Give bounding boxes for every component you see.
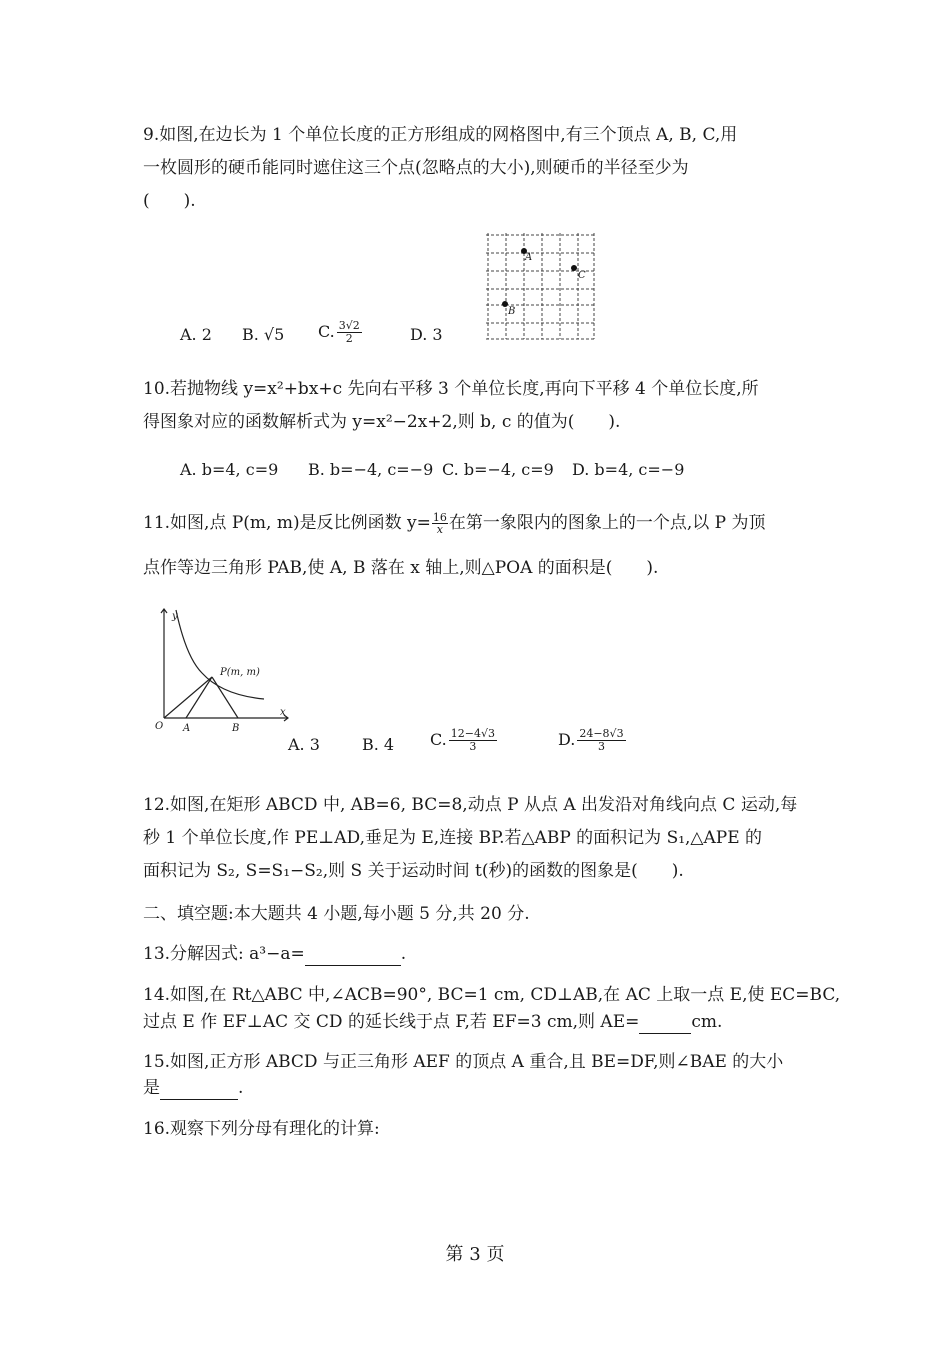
q11-option-c: C. $\frac{12-4√3}{3}$ [430, 727, 495, 753]
q13-answer-blank [305, 943, 401, 966]
q11-label-o: O [155, 721, 164, 732]
q11-label-b: B [232, 723, 240, 734]
q11-segment-pb [212, 677, 238, 718]
q12-line-1: 12.如图,在矩形 ABCD 中, AB=6, BC=8,动点 P 从点 A 出发沿对角线向点 C 运动,每 [143, 795, 798, 815]
q15-line-2: 是 . [143, 1078, 244, 1098]
section-2-heading: 二、填空题:本大题共 4 小题,每小题 5 分,共 20 分. [143, 904, 530, 924]
q12-line-3: 面积记为 S₂, S=S₁−S₂,则 S 关于运动时间 t(秒)的函数的图象是( ). [143, 861, 684, 881]
q9-label-a: A [525, 252, 533, 263]
q9-option-c: C. $\frac{3√2}{2}$ [318, 319, 360, 345]
q11-segment-pa [186, 677, 212, 718]
q9-label-b: B [508, 306, 516, 317]
q11-hyperbola [176, 610, 264, 699]
q11-option-b: B. 4 [362, 735, 395, 754]
q16-line-1: 16.观察下列分母有理化的计算: [143, 1119, 380, 1139]
q11-figure [150, 607, 290, 737]
page-number: 第 3 页 [445, 1244, 505, 1265]
q9-label-c: C [578, 270, 586, 281]
q15-answer-blank [160, 1077, 238, 1100]
q14-answer-blank [639, 1011, 691, 1034]
q10-option-c: C. b=−4, c=9 [442, 460, 554, 479]
q11-line-1: 11.如图,点 P(m, m)是反比例函数 y= $\frac{16}{x}$在第一象限内的图象上的一个点,以 P 为顶 [143, 511, 766, 536]
q9-option-b: B. √5 [242, 325, 285, 344]
q10-option-d: D. b=4, c=−9 [572, 460, 685, 479]
q12-line-2: 秒 1 个单位长度,作 PE⊥AD,垂足为 E,连接 BP.若△ABP 的面积记为 S₁,△APE 的 [143, 828, 763, 848]
q9-point-c [571, 265, 577, 271]
q11-label-y: y [172, 611, 178, 622]
q9-line-2: 一枚圆形的硬币能同时遮住这三个点(忽略点的大小),则硬币的半径至少为 [143, 158, 689, 178]
q11-option-d: D. $\frac{24-8√3}{3}$ [558, 727, 624, 753]
q10-line-2: 得图象对应的函数解析式为 y=x²−2x+2,则 b, c 的值为( ). [143, 412, 621, 432]
q14-line-2: 过点 E 作 EF⊥AC 交 CD 的延长线于点 F,若 EF=3 cm,则 AE= cm. [143, 1012, 723, 1032]
q10-line-1: 10.若抛物线 y=x²+bx+c 先向右平移 3 个单位长度,再向下平移 4 个单位长度,所 [143, 379, 759, 399]
q10-option-b: B. b=−4, c=−9 [308, 460, 434, 479]
q9-grid-figure [486, 233, 598, 341]
q9-option-a: A. 2 [180, 325, 212, 344]
q11-segment-op [164, 677, 212, 718]
q9-line-1: 9.如图,在边长为 1 个单位长度的正方形组成的网格图中,有三个顶点 A, B, C,用 [143, 125, 738, 145]
q11-label-a: A [183, 723, 191, 734]
q10-option-a: A. b=4, c=9 [180, 460, 279, 479]
q14-line-1: 14.如图,在 Rt△ABC 中,∠ACB=90°, BC=1 cm, CD⊥AB,在 AC 上取一点 E,使 EC=BC, [143, 985, 841, 1005]
q11-option-a: A. 3 [288, 735, 320, 754]
q11-label-x: x [280, 707, 286, 718]
q11-label-p: P(m, m) [220, 667, 260, 678]
q15-line-1: 15.如图,正方形 ABCD 与正三角形 AEF 的顶点 A 重合,且 BE=DF,则∠BAE 的大小 [143, 1052, 784, 1072]
q11-line-2: 点作等边三角形 PAB,使 A, B 落在 x 轴上,则△POA 的面积是( ). [143, 558, 659, 578]
q9-line-3: ( ). [143, 191, 196, 211]
q9-option-d: D. 3 [410, 325, 443, 344]
q13-line: 13.分解因式: a³−a= . [143, 944, 407, 964]
